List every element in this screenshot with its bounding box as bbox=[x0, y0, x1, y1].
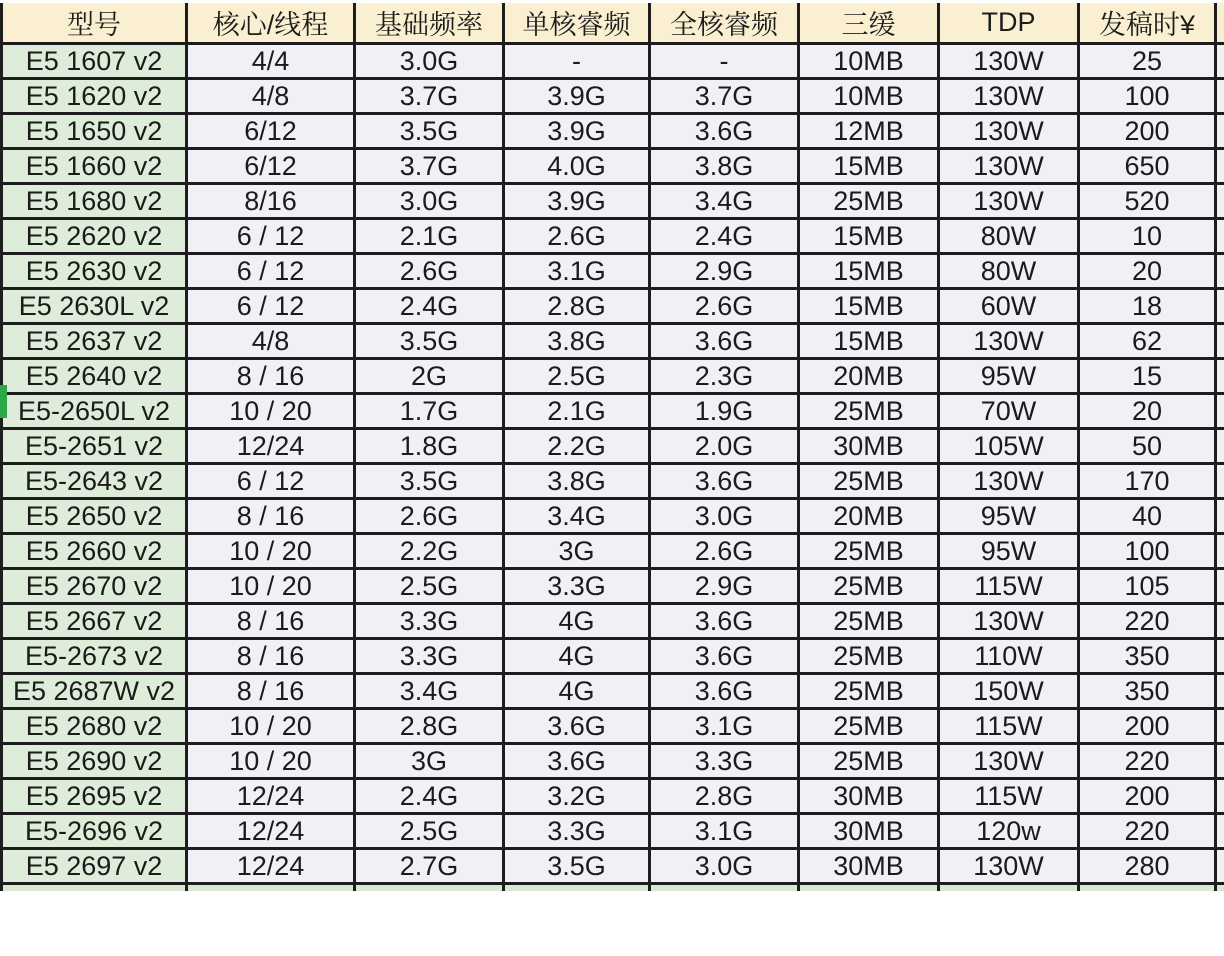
table-row bbox=[2, 324, 1224, 359]
value-cell: 130W bbox=[939, 114, 1079, 149]
table-row bbox=[2, 149, 1224, 184]
value-cell: 20MB bbox=[799, 359, 939, 394]
value-cell: 350 bbox=[1079, 674, 1216, 709]
table-row bbox=[2, 814, 1224, 849]
value-cell: 8 / 16 bbox=[187, 499, 355, 534]
model-cell: E5 2667 v2 bbox=[2, 604, 187, 639]
value-cell: 3.7G bbox=[355, 79, 504, 114]
model-cell: E5 2630L v2 bbox=[2, 289, 187, 324]
table-row bbox=[2, 114, 1224, 149]
value-cell: 3.0G bbox=[355, 44, 504, 79]
value-cell: 25MB bbox=[799, 674, 939, 709]
cutoff-column-sliver bbox=[1216, 219, 1224, 254]
column-header-base-clock: 基础频率 bbox=[355, 3, 504, 44]
model-cell: E5 1660 v2 bbox=[2, 149, 187, 184]
table-row bbox=[2, 254, 1224, 289]
value-cell: 3.9G bbox=[504, 79, 650, 114]
value-cell: 200 bbox=[1079, 779, 1216, 814]
value-cell: 62 bbox=[1079, 324, 1216, 359]
value-cell: 6 / 12 bbox=[187, 289, 355, 324]
partial-cell bbox=[650, 884, 799, 892]
value-cell: 8 / 16 bbox=[187, 604, 355, 639]
table-row bbox=[2, 219, 1224, 254]
value-cell: 3.6G bbox=[650, 639, 799, 674]
model-cell: E5 1607 v2 bbox=[2, 44, 187, 79]
value-cell: 2.8G bbox=[650, 779, 799, 814]
value-cell: 20 bbox=[1079, 394, 1216, 429]
model-cell: E5 2630 v2 bbox=[2, 254, 187, 289]
value-cell: 520 bbox=[1079, 184, 1216, 219]
value-cell: 2.5G bbox=[355, 569, 504, 604]
value-cell: 6 / 12 bbox=[187, 254, 355, 289]
value-cell: 95W bbox=[939, 499, 1079, 534]
model-cell: E5 2637 v2 bbox=[2, 324, 187, 359]
value-cell: 50 bbox=[1079, 429, 1216, 464]
value-cell: 130W bbox=[939, 79, 1079, 114]
value-cell: 115W bbox=[939, 779, 1079, 814]
value-cell: 3.6G bbox=[650, 674, 799, 709]
cpu-spec-table bbox=[0, 3, 1224, 891]
column-header-cores-threads: 核心/线程 bbox=[187, 3, 355, 44]
value-cell: 2.6G bbox=[355, 254, 504, 289]
model-cell: E5 2680 v2 bbox=[2, 709, 187, 744]
value-cell: 2.0G bbox=[650, 429, 799, 464]
model-cell: E5 2670 v2 bbox=[2, 569, 187, 604]
cutoff-column-sliver bbox=[1216, 359, 1224, 394]
model-cell: E5 2620 v2 bbox=[2, 219, 187, 254]
value-cell: 115W bbox=[939, 569, 1079, 604]
table-row bbox=[2, 674, 1224, 709]
value-cell: 115W bbox=[939, 709, 1079, 744]
value-cell: 3.4G bbox=[650, 184, 799, 219]
partial-cell bbox=[187, 884, 355, 892]
value-cell: 2.8G bbox=[355, 709, 504, 744]
cutoff-column-sliver bbox=[1216, 849, 1224, 884]
value-cell: 60W bbox=[939, 289, 1079, 324]
value-cell: 80W bbox=[939, 254, 1079, 289]
model-cell: E5 2697 v2 bbox=[2, 849, 187, 884]
model-cell: E5 2687W v2 bbox=[2, 674, 187, 709]
table-row bbox=[2, 744, 1224, 779]
value-cell: 3.2G bbox=[504, 779, 650, 814]
value-cell: 3.7G bbox=[650, 79, 799, 114]
value-cell: 2.5G bbox=[504, 359, 650, 394]
value-cell: 3.4G bbox=[355, 674, 504, 709]
value-cell: - bbox=[504, 44, 650, 79]
value-cell: 25MB bbox=[799, 639, 939, 674]
model-cell: E5-2651 v2 bbox=[2, 429, 187, 464]
model-cell: E5-2643 v2 bbox=[2, 464, 187, 499]
value-cell: 18 bbox=[1079, 289, 1216, 324]
model-cell: E5-2696 v2 bbox=[2, 814, 187, 849]
value-cell: 25MB bbox=[799, 184, 939, 219]
model-cell: E5 1650 v2 bbox=[2, 114, 187, 149]
value-cell: 10MB bbox=[799, 79, 939, 114]
value-cell: 3.0G bbox=[650, 849, 799, 884]
value-cell: 4/8 bbox=[187, 324, 355, 359]
value-cell: 150W bbox=[939, 674, 1079, 709]
table-row bbox=[2, 394, 1224, 429]
value-cell: 1.9G bbox=[650, 394, 799, 429]
table-row bbox=[2, 779, 1224, 814]
value-cell: 3.7G bbox=[355, 149, 504, 184]
model-cell: E5 2650 v2 bbox=[2, 499, 187, 534]
value-cell: 2.6G bbox=[355, 499, 504, 534]
value-cell: 3.6G bbox=[504, 744, 650, 779]
value-cell: 2.1G bbox=[504, 394, 650, 429]
value-cell: 130W bbox=[939, 324, 1079, 359]
value-cell: 12MB bbox=[799, 114, 939, 149]
table-row bbox=[2, 534, 1224, 569]
value-cell: - bbox=[650, 44, 799, 79]
value-cell: 40 bbox=[1079, 499, 1216, 534]
table-row bbox=[2, 569, 1224, 604]
value-cell: 6/12 bbox=[187, 114, 355, 149]
value-cell: 4G bbox=[504, 674, 650, 709]
table-row bbox=[2, 429, 1224, 464]
value-cell: 10 / 20 bbox=[187, 709, 355, 744]
column-header-l3-cache: 三缓 bbox=[799, 3, 939, 44]
model-cell: E5-2650L v2 bbox=[2, 394, 187, 429]
cutoff-column-sliver bbox=[1216, 569, 1224, 604]
model-cell: E5 1680 v2 bbox=[2, 184, 187, 219]
value-cell: 3.1G bbox=[650, 709, 799, 744]
value-cell: 3.1G bbox=[650, 814, 799, 849]
value-cell: 220 bbox=[1079, 744, 1216, 779]
value-cell: 130W bbox=[939, 149, 1079, 184]
model-cell: E5 2695 v2 bbox=[2, 779, 187, 814]
value-cell: 12/24 bbox=[187, 849, 355, 884]
value-cell: 30MB bbox=[799, 429, 939, 464]
value-cell: 4G bbox=[504, 604, 650, 639]
table-row bbox=[2, 639, 1224, 674]
value-cell: 1.7G bbox=[355, 394, 504, 429]
value-cell: 3.6G bbox=[650, 324, 799, 359]
value-cell: 15MB bbox=[799, 254, 939, 289]
table-body bbox=[2, 44, 1224, 892]
partial-cell bbox=[1079, 884, 1216, 892]
table-header-row bbox=[2, 3, 1224, 44]
value-cell: 2.3G bbox=[650, 359, 799, 394]
partial-cell bbox=[2, 884, 187, 892]
cutoff-column-sliver bbox=[1216, 639, 1224, 674]
value-cell: 200 bbox=[1079, 709, 1216, 744]
model-cell: E5 2640 v2 bbox=[2, 359, 187, 394]
value-cell: 350 bbox=[1079, 639, 1216, 674]
value-cell: 12/24 bbox=[187, 429, 355, 464]
value-cell: 3.6G bbox=[650, 604, 799, 639]
value-cell: 95W bbox=[939, 359, 1079, 394]
value-cell: 3.6G bbox=[650, 114, 799, 149]
cutoff-column-sliver bbox=[1216, 744, 1224, 779]
value-cell: 2.1G bbox=[355, 219, 504, 254]
value-cell: 2.5G bbox=[355, 814, 504, 849]
value-cell: 650 bbox=[1079, 149, 1216, 184]
cutoff-column-sliver bbox=[1216, 814, 1224, 849]
value-cell: 170 bbox=[1079, 464, 1216, 499]
value-cell: 3G bbox=[355, 744, 504, 779]
table-row bbox=[2, 359, 1224, 394]
table-row bbox=[2, 709, 1224, 744]
value-cell: 95W bbox=[939, 534, 1079, 569]
column-header-all-core-turbo: 全核睿频 bbox=[650, 3, 799, 44]
value-cell: 25MB bbox=[799, 464, 939, 499]
value-cell: 2G bbox=[355, 359, 504, 394]
value-cell: 2.2G bbox=[504, 429, 650, 464]
value-cell: 12/24 bbox=[187, 779, 355, 814]
cutoff-column-sliver bbox=[1216, 79, 1224, 114]
cutoff-column-sliver bbox=[1216, 674, 1224, 709]
value-cell: 3.4G bbox=[504, 499, 650, 534]
value-cell: 110W bbox=[939, 639, 1079, 674]
value-cell: 8 / 16 bbox=[187, 674, 355, 709]
cutoff-column-sliver bbox=[1216, 149, 1224, 184]
value-cell: 2.8G bbox=[504, 289, 650, 324]
cutoff-column-sliver bbox=[1216, 44, 1224, 79]
value-cell: 3.8G bbox=[650, 149, 799, 184]
cutoff-column-sliver bbox=[1216, 429, 1224, 464]
column-header-model: 型号 bbox=[2, 3, 187, 44]
model-cell: E5 1620 v2 bbox=[2, 79, 187, 114]
column-header-tdp: TDP bbox=[939, 3, 1079, 44]
value-cell: 3.6G bbox=[504, 709, 650, 744]
value-cell: 15 bbox=[1079, 359, 1216, 394]
table-row bbox=[2, 849, 1224, 884]
model-cell: E5 2690 v2 bbox=[2, 744, 187, 779]
table-row bbox=[2, 604, 1224, 639]
value-cell: 130W bbox=[939, 464, 1079, 499]
value-cell: 20 bbox=[1079, 254, 1216, 289]
value-cell: 10 / 20 bbox=[187, 744, 355, 779]
value-cell: 8 / 16 bbox=[187, 639, 355, 674]
value-cell: 10 / 20 bbox=[187, 569, 355, 604]
value-cell: 2.6G bbox=[650, 534, 799, 569]
value-cell: 2.4G bbox=[650, 219, 799, 254]
value-cell: 3.3G bbox=[355, 639, 504, 674]
value-cell: 2.4G bbox=[355, 779, 504, 814]
column-header-price: 发稿时¥ bbox=[1079, 3, 1216, 44]
cutoff-column-sliver bbox=[1216, 464, 1224, 499]
value-cell: 105W bbox=[939, 429, 1079, 464]
row-selection-marker bbox=[0, 385, 7, 418]
table-row bbox=[2, 184, 1224, 219]
value-cell: 80W bbox=[939, 219, 1079, 254]
value-cell: 2.9G bbox=[650, 569, 799, 604]
value-cell: 2.6G bbox=[650, 289, 799, 324]
table-row bbox=[2, 289, 1224, 324]
column-header-single-core-turbo: 单核睿频 bbox=[504, 3, 650, 44]
value-cell: 10 / 20 bbox=[187, 534, 355, 569]
value-cell: 25MB bbox=[799, 394, 939, 429]
value-cell: 25 bbox=[1079, 44, 1216, 79]
value-cell: 3.3G bbox=[504, 814, 650, 849]
model-cell: E5 2660 v2 bbox=[2, 534, 187, 569]
value-cell: 3.5G bbox=[355, 464, 504, 499]
cutoff-column-sliver bbox=[1216, 499, 1224, 534]
value-cell: 10MB bbox=[799, 44, 939, 79]
value-cell: 100 bbox=[1079, 534, 1216, 569]
partial-cell bbox=[799, 884, 939, 892]
value-cell: 10 bbox=[1079, 219, 1216, 254]
cutoff-column-sliver bbox=[1216, 3, 1224, 44]
table-row bbox=[2, 499, 1224, 534]
value-cell: 3.5G bbox=[355, 324, 504, 359]
value-cell: 25MB bbox=[799, 744, 939, 779]
value-cell: 30MB bbox=[799, 849, 939, 884]
value-cell: 100 bbox=[1079, 79, 1216, 114]
value-cell: 15MB bbox=[799, 289, 939, 324]
cutoff-column-sliver bbox=[1216, 779, 1224, 814]
value-cell: 200 bbox=[1079, 114, 1216, 149]
value-cell: 130W bbox=[939, 744, 1079, 779]
cutoff-column-sliver bbox=[1216, 289, 1224, 324]
value-cell: 3.8G bbox=[504, 464, 650, 499]
value-cell: 2.2G bbox=[355, 534, 504, 569]
value-cell: 130W bbox=[939, 604, 1079, 639]
value-cell: 6 / 12 bbox=[187, 219, 355, 254]
value-cell: 3.3G bbox=[355, 604, 504, 639]
partial-cell bbox=[355, 884, 504, 892]
value-cell: 4/8 bbox=[187, 79, 355, 114]
value-cell: 3.8G bbox=[504, 324, 650, 359]
value-cell: 10 / 20 bbox=[187, 394, 355, 429]
cutoff-column-sliver bbox=[1216, 114, 1224, 149]
cutoff-column-sliver bbox=[1216, 709, 1224, 744]
value-cell: 3.1G bbox=[504, 254, 650, 289]
value-cell: 8/16 bbox=[187, 184, 355, 219]
partial-cell bbox=[1216, 884, 1224, 892]
value-cell: 130W bbox=[939, 44, 1079, 79]
cutoff-column-sliver bbox=[1216, 394, 1224, 429]
value-cell: 30MB bbox=[799, 814, 939, 849]
value-cell: 15MB bbox=[799, 219, 939, 254]
value-cell: 30MB bbox=[799, 779, 939, 814]
partial-next-row bbox=[2, 884, 1224, 892]
value-cell: 105 bbox=[1079, 569, 1216, 604]
table-row bbox=[2, 44, 1224, 79]
value-cell: 6/12 bbox=[187, 149, 355, 184]
partial-cell bbox=[939, 884, 1079, 892]
value-cell: 130W bbox=[939, 849, 1079, 884]
value-cell: 70W bbox=[939, 394, 1079, 429]
model-cell: E5-2673 v2 bbox=[2, 639, 187, 674]
value-cell: 3.5G bbox=[355, 114, 504, 149]
table-row bbox=[2, 464, 1224, 499]
table-row bbox=[2, 79, 1224, 114]
partial-cell bbox=[504, 884, 650, 892]
cutoff-column-sliver bbox=[1216, 184, 1224, 219]
value-cell: 220 bbox=[1079, 604, 1216, 639]
value-cell: 25MB bbox=[799, 534, 939, 569]
value-cell: 1.8G bbox=[355, 429, 504, 464]
value-cell: 120w bbox=[939, 814, 1079, 849]
value-cell: 3G bbox=[504, 534, 650, 569]
cutoff-column-sliver bbox=[1216, 254, 1224, 289]
cutoff-column-sliver bbox=[1216, 604, 1224, 639]
value-cell: 4/4 bbox=[187, 44, 355, 79]
value-cell: 3.0G bbox=[355, 184, 504, 219]
value-cell: 25MB bbox=[799, 604, 939, 639]
value-cell: 25MB bbox=[799, 569, 939, 604]
value-cell: 25MB bbox=[799, 709, 939, 744]
value-cell: 15MB bbox=[799, 324, 939, 359]
value-cell: 3.9G bbox=[504, 114, 650, 149]
value-cell: 2.6G bbox=[504, 219, 650, 254]
value-cell: 4.0G bbox=[504, 149, 650, 184]
value-cell: 6 / 12 bbox=[187, 464, 355, 499]
cutoff-column-sliver bbox=[1216, 534, 1224, 569]
value-cell: 8 / 16 bbox=[187, 359, 355, 394]
value-cell: 15MB bbox=[799, 149, 939, 184]
cutoff-column-sliver bbox=[1216, 324, 1224, 359]
value-cell: 130W bbox=[939, 184, 1079, 219]
value-cell: 3.3G bbox=[650, 744, 799, 779]
value-cell: 220 bbox=[1079, 814, 1216, 849]
value-cell: 4G bbox=[504, 639, 650, 674]
value-cell: 2.4G bbox=[355, 289, 504, 324]
value-cell: 3.3G bbox=[504, 569, 650, 604]
value-cell: 2.7G bbox=[355, 849, 504, 884]
value-cell: 3.6G bbox=[650, 464, 799, 499]
value-cell: 3.5G bbox=[504, 849, 650, 884]
value-cell: 3.9G bbox=[504, 184, 650, 219]
value-cell: 12/24 bbox=[187, 814, 355, 849]
value-cell: 3.0G bbox=[650, 499, 799, 534]
value-cell: 2.9G bbox=[650, 254, 799, 289]
value-cell: 280 bbox=[1079, 849, 1216, 884]
value-cell: 20MB bbox=[799, 499, 939, 534]
